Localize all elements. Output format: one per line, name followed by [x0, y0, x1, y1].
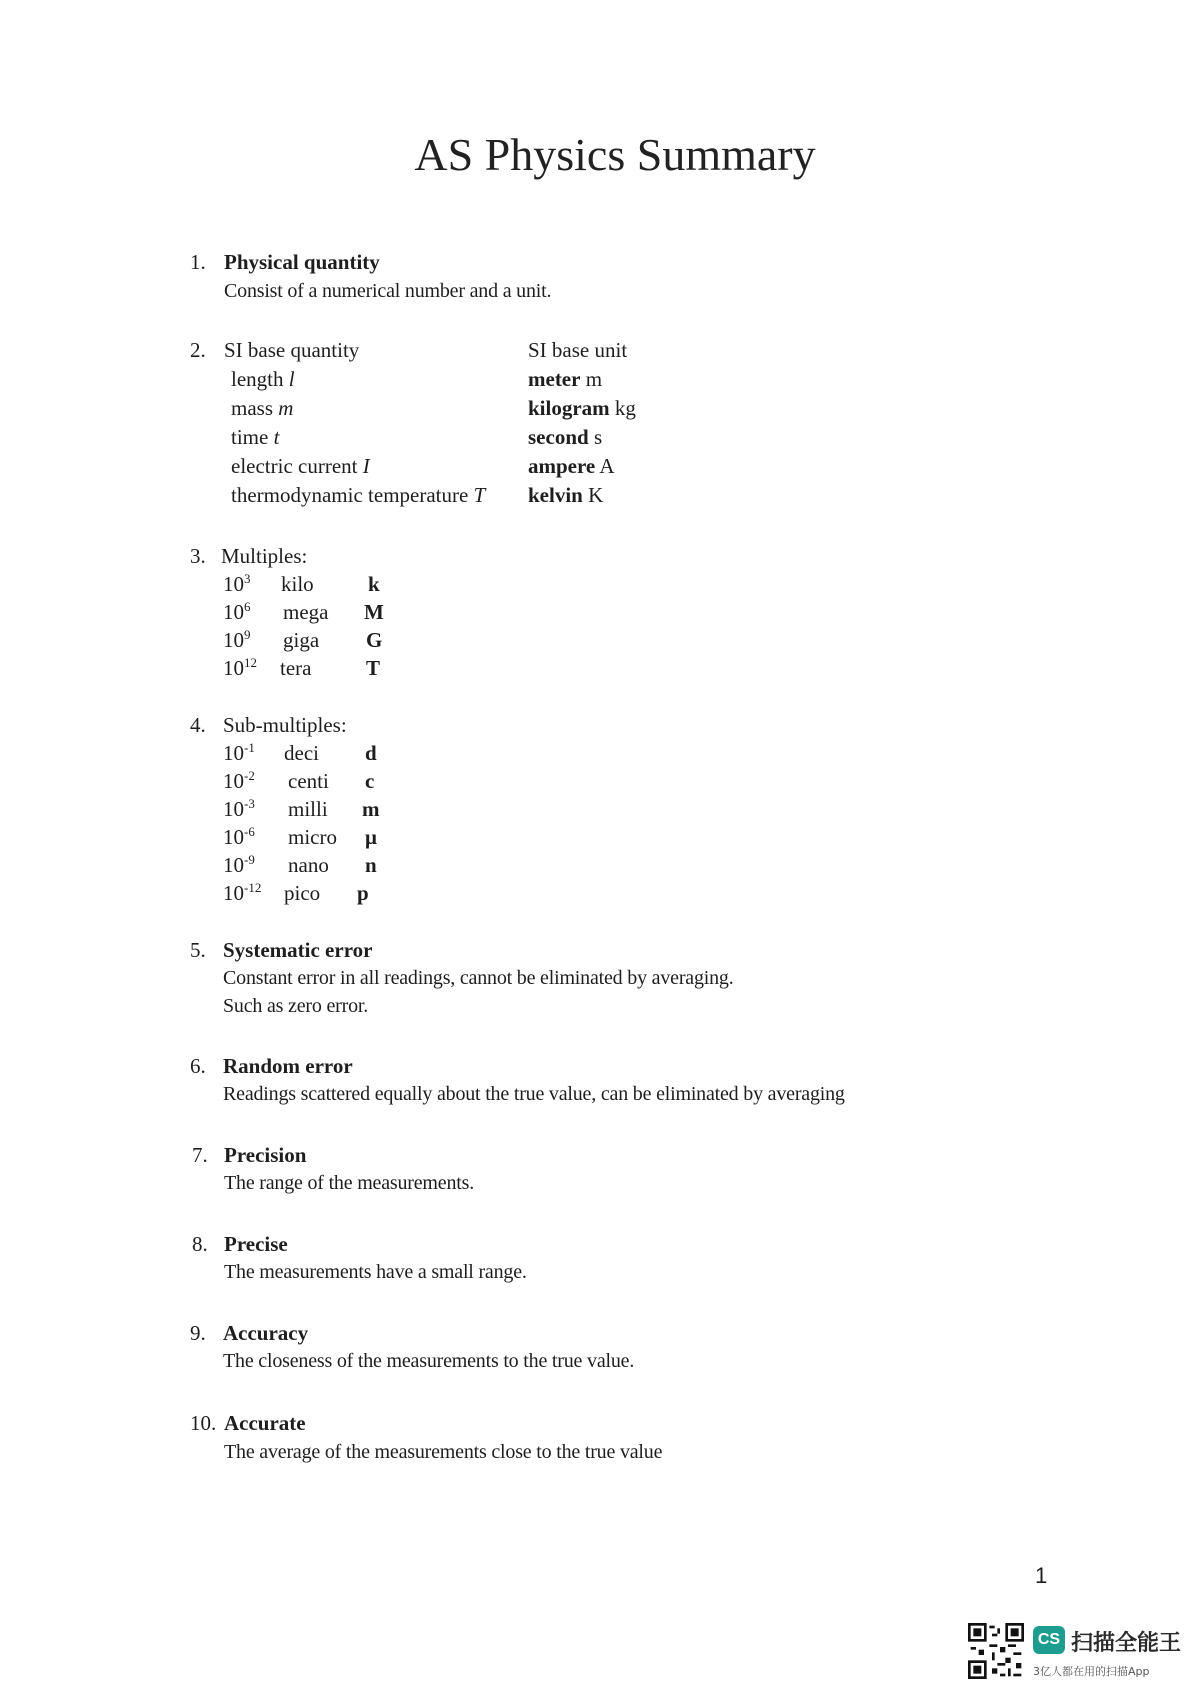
si-quantity-row — [231, 483, 485, 508]
si-quantity: thermodynamic temperature — [231, 483, 469, 507]
section-heading: Precise — [224, 1232, 288, 1256]
prefix-symbol: G — [366, 628, 383, 652]
section-number: 5. — [190, 938, 206, 962]
prefix-power: $10^9$ — [223, 627, 251, 652]
section-number: 3. — [190, 544, 206, 568]
qr-code-icon — [968, 1623, 1024, 1679]
prefix-symbol: d — [365, 741, 377, 765]
si-unit-row — [528, 425, 602, 450]
prefix-name: kilo — [281, 572, 314, 596]
section-number: 10. — [190, 1411, 217, 1435]
si-unit-symbol: m — [585, 367, 603, 391]
prefix-name: tera — [280, 656, 312, 680]
section-number: 7. — [192, 1143, 208, 1167]
si-quantity: time — [231, 425, 269, 449]
section-heading: Accurate — [224, 1411, 306, 1435]
col-header-unit: SI base unit — [528, 338, 628, 362]
prefix-name: deci — [284, 741, 319, 765]
prefix-symbol: p — [357, 881, 369, 905]
si-quantity: electric current — [231, 454, 358, 478]
si-unit-symbol: s — [593, 425, 603, 449]
si-unit-name: ampere — [528, 454, 596, 478]
si-unit-name: kilogram — [528, 396, 610, 420]
prefix-symbol: c — [365, 769, 375, 793]
prefix-power: $10^{-2}$ — [223, 768, 255, 793]
section-text: Readings scattered equally about the true value, can be eliminated by averaging — [223, 1083, 845, 1105]
prefix-power: $10^{-3}$ — [223, 796, 255, 821]
prefix-name: micro — [288, 825, 337, 849]
section-number: 2. — [190, 338, 206, 362]
si-quantity-row — [231, 454, 370, 479]
prefix-symbol: T — [366, 656, 381, 680]
section-heading: Physical quantity — [224, 250, 380, 274]
section-text: The closeness of the measurements to the true value. — [223, 1350, 635, 1372]
si-unit-name: second — [528, 425, 589, 449]
si-unit-row — [528, 483, 603, 508]
prefix-power: $10^{-1}$ — [223, 740, 255, 765]
si-unit-row — [528, 396, 636, 421]
section-number: 6. — [190, 1054, 206, 1078]
si-quantity-row — [231, 367, 295, 392]
scanner-app-name: 扫描全能王 — [1071, 1631, 1182, 1656]
prefix-name: mega — [283, 600, 329, 624]
si-quantity: mass — [231, 396, 273, 420]
col-header-quantity: SI base quantity — [224, 338, 360, 362]
prefix-symbol: n — [365, 853, 377, 877]
si-unit-row — [528, 367, 602, 392]
camscanner-logo-icon: CS — [1033, 1626, 1065, 1654]
prefix-symbol: μ — [365, 825, 377, 849]
section-heading: Systematic error — [223, 938, 373, 962]
si-unit-row — [528, 454, 615, 479]
section-number: 8. — [192, 1232, 208, 1256]
prefix-name: pico — [284, 881, 321, 905]
si-unit-name: kelvin — [528, 483, 583, 507]
si-quantity-row — [231, 425, 279, 450]
section-heading: Random error — [223, 1054, 353, 1078]
section-heading: Multiples: — [221, 544, 308, 568]
prefix-name: giga — [283, 628, 320, 652]
prefix-symbol: M — [364, 600, 384, 624]
prefix-name: milli — [288, 797, 328, 821]
section-text: The measurements have a small range. — [224, 1261, 527, 1283]
si-symbol: t — [273, 425, 280, 449]
prefix-name: nano — [288, 853, 329, 877]
prefix-power: $10^{12}$ — [223, 655, 257, 680]
prefix-name: centi — [288, 769, 329, 793]
prefix-power: $10^{-9}$ — [223, 852, 255, 877]
prefix-symbol: m — [362, 797, 380, 821]
section-text: Consist of a numerical number and a unit. — [224, 280, 552, 302]
section-heading: Precision — [224, 1143, 307, 1167]
section-number: 1. — [190, 250, 206, 274]
section-text: Such as zero error. — [223, 995, 369, 1017]
prefix-power: $10^{-6}$ — [223, 824, 255, 849]
si-quantity: length — [231, 367, 284, 391]
scanner-tagline: 3亿人都在用的扫描App — [1033, 1665, 1150, 1678]
section-text: The average of the measurements close to the true value — [224, 1441, 663, 1463]
si-symbol: m — [278, 396, 294, 420]
section-number: 9. — [190, 1321, 206, 1345]
si-symbol: I — [362, 454, 370, 478]
si-unit-symbol: A — [599, 454, 615, 478]
prefix-power: $10^6$ — [223, 599, 251, 624]
page-title: AS Physics Summary — [414, 129, 816, 180]
section-text: Constant error in all readings, cannot be eliminated by averaging. — [223, 967, 734, 989]
si-unit-symbol: K — [588, 483, 604, 507]
prefix-symbol: k — [368, 572, 380, 596]
section-heading: Sub-multiples: — [223, 713, 347, 737]
section-number: 4. — [190, 713, 206, 737]
si-symbol: l — [288, 367, 295, 391]
si-unit-symbol: kg — [614, 396, 636, 420]
prefix-power: $10^3$ — [223, 571, 251, 596]
si-quantity-row — [231, 396, 293, 421]
prefix-power: $10^{-12}$ — [223, 880, 262, 905]
section-heading: Accuracy — [223, 1321, 309, 1345]
page-number: 1 — [1035, 1563, 1048, 1588]
si-unit-name: meter — [528, 367, 581, 391]
section-text: The range of the measurements. — [224, 1172, 475, 1194]
si-symbol: T — [473, 483, 486, 507]
